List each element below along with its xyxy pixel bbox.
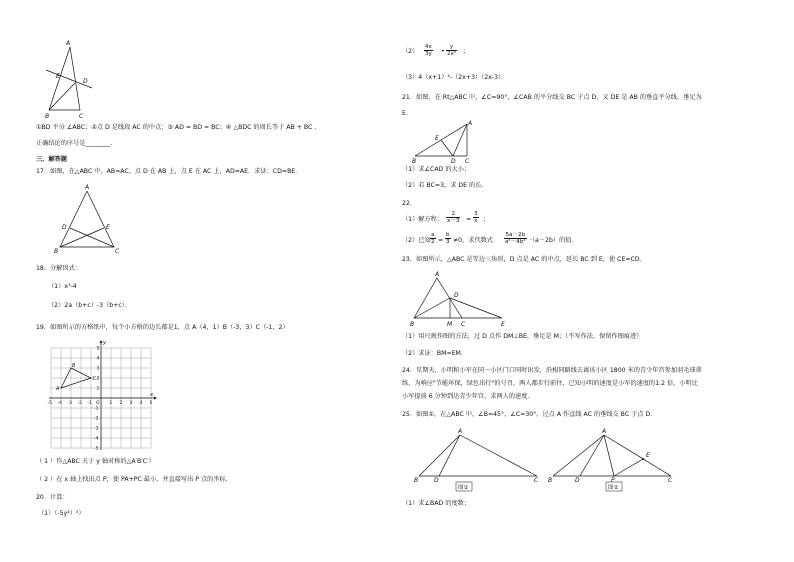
- label-M: M: [447, 321, 453, 328]
- q22-part2-frac-a: [430, 232, 436, 245]
- q16-options: ①BD 平分 ∠ABC；②点 D 是线段 AC 的中点；③ AD = BD = BC；④ △BDC 的周长等于 AB + BC .: [36, 124, 317, 131]
- q25-part1: （1）求∠BAD 的度数；: [402, 500, 471, 507]
- q20-part3: （3）4（x+1）²-（2x+3）（2x-3）．: [402, 74, 508, 81]
- q20-part2-tail: ；: [463, 48, 470, 55]
- q21-part2: （2）若 BC=3，求 DE 的长．: [402, 182, 488, 189]
- label-B: B: [410, 321, 415, 328]
- times-sign: •: [441, 48, 445, 55]
- q21-cont: E．: [402, 110, 413, 117]
- x-tick-label: 4: [139, 401, 143, 406]
- label-A: A: [85, 184, 90, 191]
- q22-part1-label: （1）解方程：: [402, 216, 444, 223]
- frac-numerator: 5a－2b: [505, 232, 526, 238]
- label-C: C: [534, 477, 539, 484]
- x-tick-label: 2: [119, 401, 123, 406]
- q23-part2: （2）求证：BM=EM．: [402, 350, 468, 357]
- y-axis-label: y: [103, 340, 107, 346]
- label-C: C: [115, 248, 120, 255]
- label-C: C: [461, 321, 466, 328]
- label-D: D: [62, 224, 67, 231]
- label-A: A: [602, 428, 607, 435]
- point-label-A: A: [56, 386, 60, 392]
- x-tick-label: -3: [67, 401, 72, 406]
- x-tick-label: 3: [129, 401, 133, 406]
- y-tick-label: -5: [94, 446, 99, 452]
- y-tick-label: 3: [96, 366, 100, 372]
- q16-prompt: 正确结论的序号是________.: [36, 140, 113, 147]
- label-D: D: [451, 158, 456, 165]
- q20-text: 20．计算：: [36, 494, 69, 501]
- q18-text: 18．分解因式：: [36, 265, 81, 272]
- x-tick-label: 5: [149, 401, 153, 406]
- equals-sign: =: [466, 216, 472, 223]
- q19-part1: （ 1 ）作△ABC 关于 y 轴对称的△A′B′C′）: [36, 458, 155, 465]
- label-B: B: [45, 113, 50, 120]
- label-D: D: [83, 78, 88, 85]
- frac-numerator: a: [431, 232, 435, 238]
- label-E: E: [501, 321, 505, 328]
- label-B: B: [54, 248, 59, 255]
- q20-part2-label: （2）: [402, 48, 419, 55]
- q20-part2-frac2: [446, 44, 457, 57]
- point-label-C: C: [92, 376, 96, 382]
- label-B: B: [412, 158, 417, 165]
- label-B: B: [414, 477, 419, 484]
- frac-numerator: 2: [446, 211, 460, 218]
- frac-denominator: x－3: [447, 218, 460, 224]
- label-D: D: [454, 292, 459, 299]
- frac-numerator: y: [446, 44, 457, 51]
- x-axis-label: x: [150, 392, 154, 398]
- q23-part1: （1）用尺规作图的方法，过 D 点作 DM⊥BE，垂足是 M；（不写作法，保留作图痕迹）: [402, 333, 643, 340]
- label-A: A: [468, 120, 473, 127]
- frac-numerator: 4x: [425, 44, 432, 50]
- x-tick-label: -2: [77, 401, 82, 406]
- figure-q21: [412, 118, 482, 166]
- frac-denominator: 2: [431, 239, 435, 245]
- label-A: A: [66, 40, 71, 47]
- y-tick-label: 1: [96, 386, 100, 392]
- q25-text: 25．如图①，在△ABC 中，∠B=45°，∠C=30°，过点 A 作直线 AC 的垂线交 BC 于点 D．: [402, 411, 657, 418]
- x-tick-label: 1: [109, 401, 113, 406]
- y-tick-label: -3: [94, 426, 99, 432]
- q23-text: 23．如图所示，△ABC 是等边三角形，D 点是 AC 的中点，延长 BC 到 E，使 CE=CD．: [402, 256, 646, 263]
- label-E: E: [56, 73, 60, 80]
- equals-sign: =: [438, 237, 444, 244]
- label-C: C: [79, 113, 84, 120]
- q22-part2-label: （2）已知: [402, 237, 431, 244]
- q21-text: 21．如图，在 Rt△ABC 中，∠C=90°，∠CAB 的平分线交 BC 于点 D，又 DE 是 AB 的垂直平分线，垂足为: [402, 94, 702, 101]
- frac-denominator: x: [474, 218, 478, 224]
- y-tick-label: -4: [94, 436, 99, 442]
- frac-numerator: b: [446, 232, 450, 238]
- point-label-B: B: [72, 363, 76, 369]
- x-tick-label: -4: [57, 401, 62, 406]
- coordinate-grid: [46, 338, 158, 450]
- q22-part2-tail: ·（a－2b）的值．: [530, 237, 578, 244]
- label-A: A: [435, 271, 440, 278]
- y-tick-label: 2: [96, 376, 100, 382]
- figure-q16: [42, 40, 102, 120]
- q22-part2-frac-b: [445, 232, 451, 245]
- y-tick-label: -1: [94, 406, 99, 412]
- section-heading: 三、解答题: [36, 156, 67, 163]
- label-E: E: [106, 224, 110, 231]
- q22-part1-frac2: [473, 211, 479, 224]
- frac-numerator: 3: [474, 211, 478, 217]
- y-tick-label: 4: [96, 356, 100, 362]
- label-D: D: [575, 477, 580, 484]
- x-tick-label: -1: [87, 401, 92, 406]
- label-E: E: [435, 135, 439, 142]
- label-E: E: [646, 452, 650, 459]
- q22-part2-mid: ≠0，求代数式: [453, 237, 494, 244]
- figure-q23: [410, 268, 510, 328]
- q18-part1: （1）x³-4: [48, 283, 77, 290]
- figure-caption: 图②: [608, 485, 619, 491]
- frac-denominator: 2x²: [447, 51, 457, 57]
- q20-part2-frac1: [424, 44, 433, 57]
- label-A: A: [458, 428, 463, 435]
- y-tick-label: -2: [94, 416, 99, 422]
- q24-cont2: 小军提前 6 分钟到达青少年宫，求两人的速度．: [402, 393, 534, 400]
- q22-part2-frac-expr: [504, 232, 527, 245]
- figure-q17: [52, 184, 132, 254]
- x-tick-label: -5: [47, 401, 52, 406]
- q18-part2: （2）2a（b+c）-3（b+c）．: [48, 302, 132, 309]
- frac-denominator: 3: [446, 239, 450, 245]
- q19-part2: （ 2 ）在 x 轴上找出点 P，使 PA+PC 最小，并直接写出 P 点的坐标．: [36, 476, 232, 483]
- q19-text: 19．如图所示的方格纸中，每个小方格的边长都是1，点 A（4，1）B（-3，3）C（-1，2）: [36, 324, 289, 331]
- q20-part1: （1）（-5y²）³）: [38, 510, 85, 517]
- label-C: C: [465, 158, 470, 165]
- figure-q25-2: [548, 426, 678, 498]
- q21-part1: （1）求∠CAD 的大小；: [402, 166, 471, 173]
- frac-denominator: 3y: [425, 51, 432, 57]
- q22-part1-tail: ；: [483, 216, 490, 223]
- label-B: B: [548, 477, 553, 484]
- q17-text: 17．如图，在△ABC 中，AB=AC，点 D 在 AB 上，点 E 在 AC 上，AD=AE．求证：CD=BE．: [36, 168, 302, 175]
- figure-caption: 图①: [458, 485, 469, 491]
- figure-q25-1: [414, 426, 544, 498]
- q22-part1-frac1: [446, 211, 460, 224]
- q24-text: 24．星期天，小明和小军在同一小区门口同时出发，沿相同路线去离该小区 1800 米的青少年宫参加羽毛球训: [402, 367, 702, 374]
- q22-text: 22．: [402, 200, 417, 207]
- origin-label: O: [96, 401, 100, 406]
- frac-denominator: a²－4b²: [505, 239, 526, 245]
- label-P: P: [611, 477, 615, 484]
- q24-cont1: 练，为响应"节能环保，绿色出行"的号召，两人都步行前往，已知小明的速度是小军的速度的1.2 倍，小明比: [402, 380, 698, 387]
- y-tick-label: 5: [96, 346, 100, 352]
- label-D: D: [434, 477, 439, 484]
- label-C: C: [668, 477, 673, 484]
